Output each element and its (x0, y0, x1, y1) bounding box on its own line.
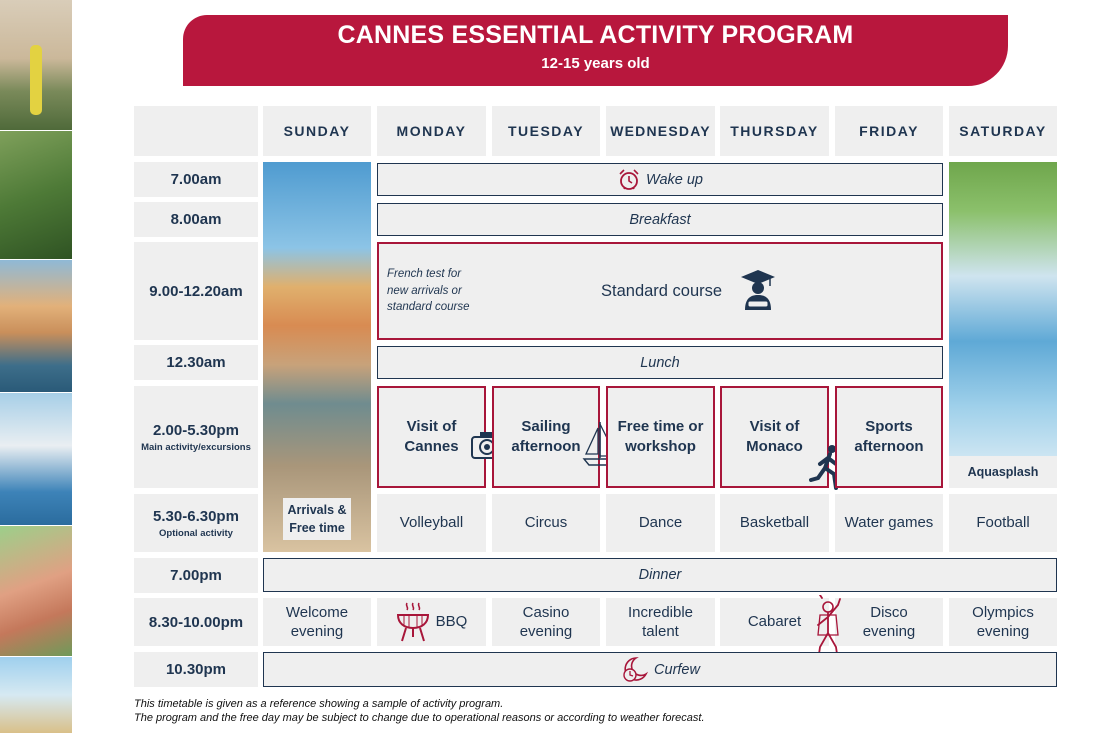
french-test-note (387, 266, 469, 316)
dinner-label: Dinner (638, 567, 682, 583)
time-cell (134, 162, 258, 197)
time-label: 7.00pm (170, 567, 222, 584)
time-sublabel: Optional activity (159, 527, 233, 539)
footer-note-2: The program and the free day may be subject to change due to operational reasons or according to weather forecast. (134, 712, 705, 724)
photo-treetop (0, 131, 72, 259)
evening-sunday (263, 598, 371, 646)
sunday-label-line1: Arrivals & (287, 502, 347, 517)
wakeup-bar (377, 163, 943, 196)
evening-line1: Cabaret (747, 613, 802, 631)
evening-line1: Incredible (627, 603, 694, 621)
afternoon-wednesday (606, 386, 715, 488)
activity-line1: Sports (865, 417, 913, 435)
evening-line1: Welcome (285, 603, 349, 621)
time-label: 5.30-6.30pm (153, 507, 239, 525)
standard-course-label: Standard course (601, 282, 723, 300)
activity-line1: Sailing (521, 417, 571, 435)
time-label: 10.30pm (165, 661, 227, 678)
day-header-saturday: SATURDAY (949, 106, 1057, 156)
time-cell (134, 558, 258, 593)
activity-line1: Visit of (749, 417, 800, 435)
time-cell (134, 598, 258, 646)
activity-line2: afternoon (854, 438, 924, 455)
time-label: 7.00am (170, 171, 222, 188)
sunday-label (283, 498, 351, 540)
activity-line2: Monaco (746, 438, 803, 455)
photo-person (30, 45, 42, 115)
moon-clock-icon (620, 656, 648, 684)
afternoon-friday (835, 386, 943, 488)
time-cell (134, 652, 258, 687)
evening-line2: talent (642, 623, 679, 640)
optional-saturday: Football (949, 494, 1057, 552)
evening-line1: Casino (522, 603, 570, 621)
curfew-bar (263, 652, 1057, 687)
optional-tuesday: Circus (492, 494, 600, 552)
bbq-grill-icon (396, 601, 430, 643)
evening-line2: evening (976, 623, 1030, 640)
curfew-label: Curfew (654, 661, 700, 678)
sunday-label-line2: Free time (289, 521, 345, 535)
standard-course-box (377, 242, 943, 340)
time-label: 2.00-5.30pm (153, 421, 239, 439)
time-label: 8.30-10.00pm (148, 613, 244, 631)
alarm-clock-icon (617, 168, 641, 192)
activity-line1: Visit of (406, 417, 457, 435)
evening-line1: BBQ (435, 613, 468, 631)
day-header-monday: MONDAY (377, 106, 486, 156)
aquasplash-label (949, 456, 1057, 488)
time-cell (134, 202, 258, 237)
activity-line1: Free time or (617, 417, 704, 435)
photo-sailing (0, 393, 72, 525)
evening-wednesday (606, 598, 715, 646)
evening-line2: evening (290, 623, 344, 640)
photo-building (0, 0, 72, 130)
lunch-bar (377, 346, 943, 379)
time-label: 8.00am (170, 211, 222, 228)
time-cell (134, 494, 258, 552)
graduate-icon (739, 268, 777, 312)
photo-beach (0, 657, 72, 733)
day-header-tuesday: TUESDAY (492, 106, 600, 156)
saturday-photo (949, 162, 1057, 488)
dinner-bar (263, 558, 1057, 592)
optional-monday: Volleyball (377, 494, 486, 552)
optional-wednesday: Dance (606, 494, 715, 552)
time-cell (134, 242, 258, 340)
page-title: CANNES ESSENTIAL ACTIVITY PROGRAM (337, 21, 854, 49)
breakfast-label: Breakfast (629, 211, 691, 228)
day-header-friday: FRIDAY (835, 106, 943, 156)
title-banner (183, 15, 1008, 86)
day-header-sunday: SUNDAY (263, 106, 371, 156)
sunday-photo (263, 162, 371, 552)
day-header-wednesday: WEDNESDAY (606, 106, 715, 156)
evening-monday (377, 598, 486, 646)
corner-cell (134, 106, 258, 156)
optional-thursday: Basketball (720, 494, 829, 552)
day-header-thursday: THURSDAY (720, 106, 829, 156)
time-sublabel: Main activity/excursions (141, 441, 251, 453)
activity-line2: Cannes (404, 438, 459, 455)
evening-line2: evening (862, 623, 916, 640)
evening-friday (835, 598, 943, 646)
evening-line1: Disco (870, 603, 908, 621)
activity-line2: afternoon (511, 438, 581, 455)
time-cell (134, 386, 258, 488)
time-label: 9.00-12.20am (149, 282, 243, 300)
aquasplash-text: Aquasplash (967, 465, 1039, 479)
note-line-3: standard course (387, 301, 470, 314)
photo-group (0, 526, 72, 656)
evening-tuesday (492, 598, 600, 646)
footer-note-1: This timetable is given as a reference showing a sample of activity program. (134, 698, 504, 710)
activity-line2: workshop (625, 438, 696, 455)
time-label: 12.30am (166, 354, 226, 371)
evening-line2: evening (519, 623, 573, 640)
note-line-1: French test for (387, 268, 462, 280)
wakeup-label: Wake up (646, 171, 703, 188)
breakfast-bar (377, 203, 943, 236)
time-cell (134, 345, 258, 380)
photo-harbour (0, 260, 72, 392)
note-line-2: new arrivals or (387, 284, 462, 297)
page-subtitle: 12-15 years old (541, 55, 650, 72)
lunch-label: Lunch (640, 354, 680, 371)
evening-saturday (949, 598, 1057, 646)
evening-line1: Olympics (972, 603, 1034, 621)
optional-friday: Water games (835, 494, 943, 552)
